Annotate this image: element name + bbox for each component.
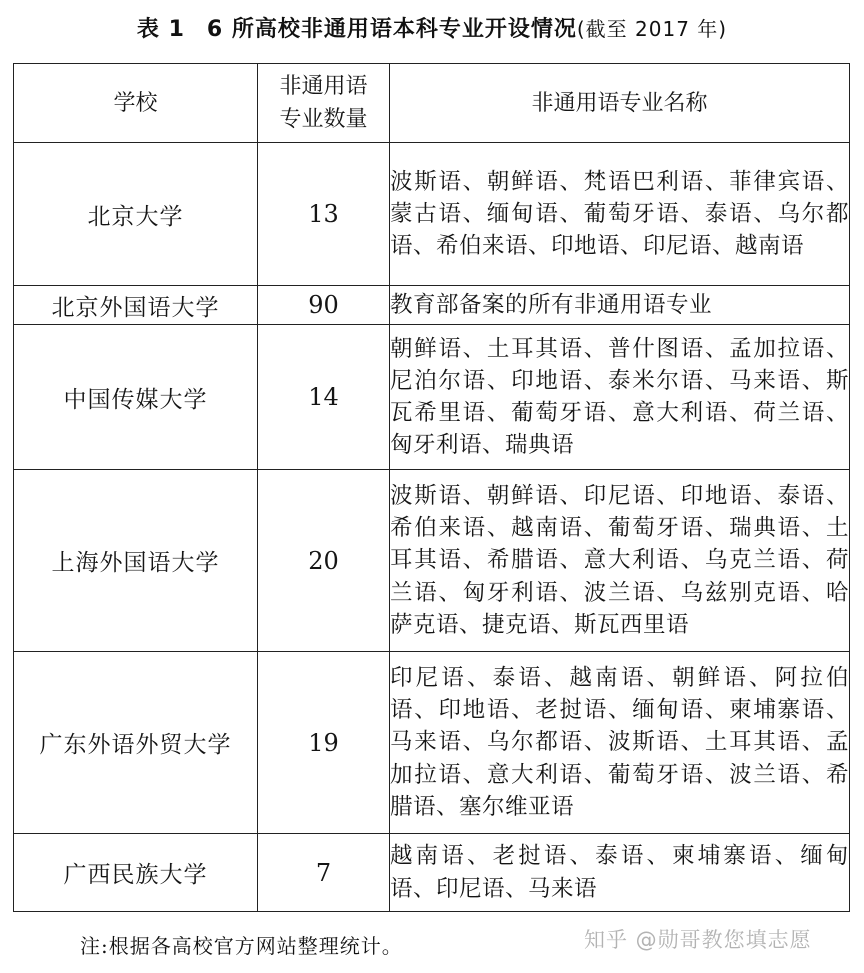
table-row — [14, 470, 850, 652]
school-name: 上海外国语大学 — [14, 470, 258, 652]
major-count: 13 — [258, 143, 390, 286]
major-list: 越南语、老挝语、泰语、柬埔寨语、缅甸语、印尼语、马来语 — [390, 834, 850, 912]
major-list: 教育部备案的所有非通用语专业 — [390, 286, 850, 325]
major-count: 20 — [258, 470, 390, 652]
table-header-row — [14, 64, 850, 143]
major-count: 19 — [258, 652, 390, 834]
school-name: 中国传媒大学 — [14, 325, 258, 470]
major-list: 朝鲜语、土耳其语、普什图语、孟加拉语、尼泊尔语、印地语、泰米尔语、马来语、斯瓦希里语、葡萄牙语、意大利语、荷兰语、匈牙利语、瑞典语 — [390, 325, 850, 470]
table-caption — [0, 12, 864, 43]
major-list: 波斯语、朝鲜语、印尼语、印地语、泰语、希伯来语、越南语、葡萄牙语、瑞典语、土耳其语、希腊语、意大利语、乌克兰语、荷兰语、匈牙利语、波兰语、乌兹别克语、哈萨克语、捷克语、斯瓦西里语 — [390, 470, 850, 652]
major-count: 14 — [258, 325, 390, 470]
school-name: 北京外国语大学 — [14, 286, 258, 325]
table-number: 表 1 — [136, 17, 185, 42]
header-school: 学校 — [14, 64, 258, 143]
table-title: 6 所高校非通用语本科专业开设情况 — [206, 17, 577, 42]
major-count: 90 — [258, 286, 390, 325]
major-list: 波斯语、朝鲜语、梵语巴利语、菲律宾语、蒙古语、缅甸语、葡萄牙语、泰语、乌尔都语、希伯来语、印地语、印尼语、越南语 — [390, 143, 850, 286]
school-name: 广东外语外贸大学 — [14, 652, 258, 834]
table-row — [14, 325, 850, 470]
table-footnote: 注:根据各高校官方网站整理统计。 — [80, 934, 403, 958]
table-date-note: (截至 2017 年) — [576, 17, 728, 41]
school-name: 广西民族大学 — [14, 834, 258, 912]
header-count — [258, 64, 390, 143]
header-majors: 非通用语专业名称 — [390, 64, 850, 143]
table-row — [14, 834, 850, 912]
school-name: 北京大学 — [14, 143, 258, 286]
table-row — [14, 286, 850, 325]
header-count-line1: 非通用语 — [279, 74, 368, 99]
major-list: 印尼语、泰语、越南语、朝鲜语、阿拉伯语、印地语、老挝语、缅甸语、柬埔寨语、马来语、乌尔都语、波斯语、土耳其语、孟加拉语、意大利语、葡萄牙语、波兰语、希腊语、塞尔维亚语 — [390, 652, 850, 834]
major-count: 7 — [258, 834, 390, 912]
zhihu-watermark: 知乎 @勋哥教您填志愿 — [584, 928, 812, 952]
header-count-line2: 专业数量 — [279, 107, 368, 132]
table-row — [14, 143, 850, 286]
table-row — [14, 652, 850, 834]
majors-table — [13, 63, 850, 912]
